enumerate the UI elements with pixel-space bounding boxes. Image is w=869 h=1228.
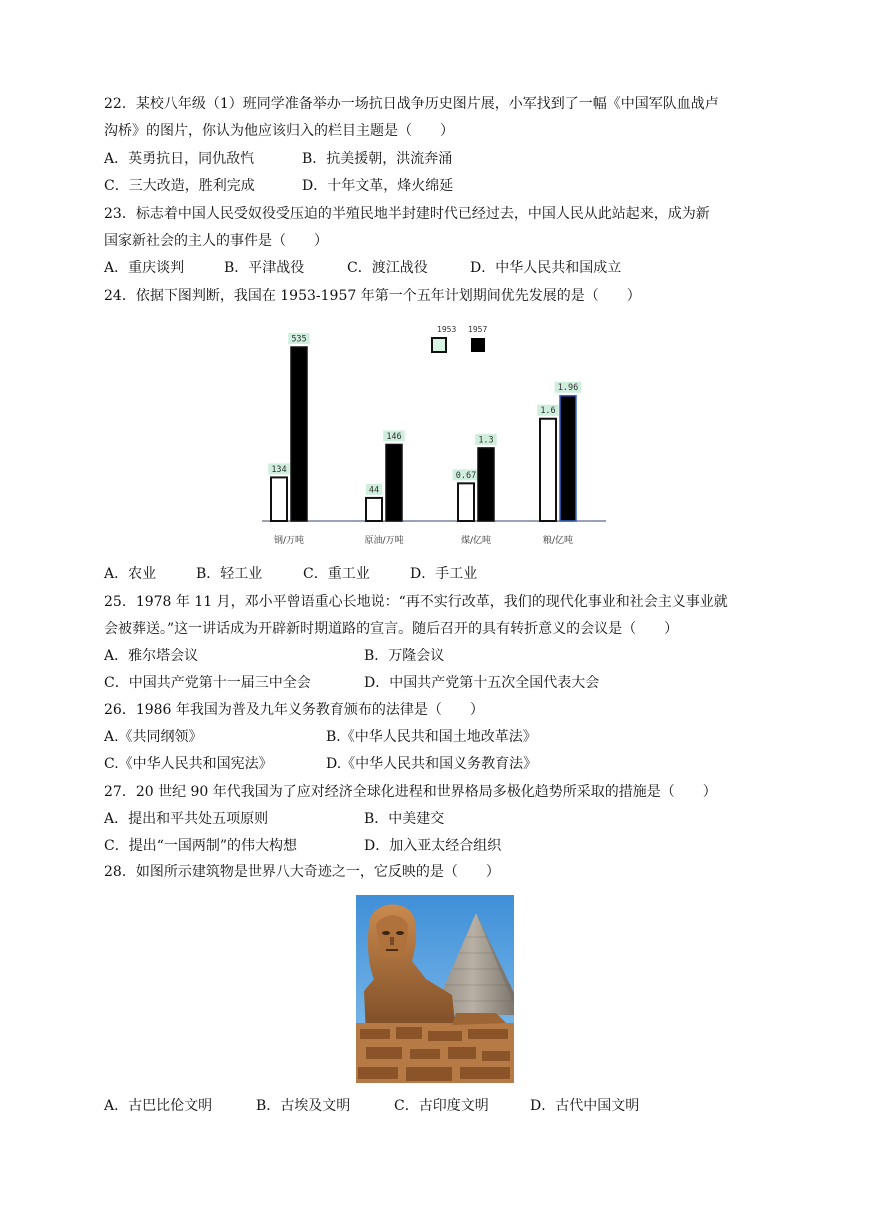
q25-stem-line2: 会被葬送。”这一讲话成为开辟新时期道路的宣言。随后召开的具有转折意义的会议是（ ）	[104, 621, 679, 637]
bar-1953-3	[540, 419, 556, 521]
q23-option-d[interactable]: D．中华人民共和国成立	[470, 260, 622, 276]
legend-label-1953: 1953	[437, 325, 457, 334]
q22-option-a[interactable]: A．英勇抗日，同仇敌忾	[104, 151, 255, 167]
q24-stem-line1: 24．依据下图判断，我国在 1953-1957 年第一个五年计划期间优先发展的是（ ）	[104, 288, 641, 304]
q26-stem-line1: 26．1986 年我国为普及九年义务教育颁布的法律是（ ）	[104, 702, 484, 718]
q24-option-d[interactable]: D．手工业	[410, 566, 478, 582]
q25-option-b[interactable]: B．万隆会议	[364, 648, 445, 664]
q26-option-c[interactable]: C.《中华人民共和国宪法》	[104, 756, 273, 772]
bar-1953-0	[271, 477, 287, 521]
q28-stem-line1: 28．如图所示建筑物是世界八大奇迹之一，它反映的是（ ）	[104, 864, 500, 880]
q24-option-b[interactable]: B．轻工业	[196, 566, 263, 582]
q27-option-c[interactable]: C．提出“一国两制”的伟大构想	[104, 838, 298, 854]
q22-stem-line2: 沟桥》的图片，你认为他应该归入的栏目主题是（ ）	[104, 123, 454, 139]
q28-option-d[interactable]: D．古代中国文明	[530, 1098, 640, 1114]
q23-stem-line1: 23．标志着中国人民受奴役受压迫的半殖民地半封建时代已经过去，中国人民从此站起来，成为新	[104, 206, 710, 222]
category-label-1: 原油/万吨	[364, 536, 404, 546]
data-label-1953-1: 44	[368, 485, 380, 496]
bar-1957-2	[478, 448, 494, 521]
q25-stem-line1: 25．1978 年 11 月，邓小平曾语重心长地说：“再不实行改革，我们的现代化事业和社会主义事业就	[104, 594, 728, 610]
category-label-0: 钢/万吨	[273, 536, 305, 546]
legend-swatch-1953	[432, 338, 446, 352]
q27-stem-line1: 27．20 世纪 90 年代我国为了应对经济全球化进程和世界格局多极化趋势所采取的措施是（ ）	[104, 784, 717, 800]
q25-option-d[interactable]: D．中国共产党第十五次全国代表大会	[364, 675, 600, 691]
q23-stem-line2: 国家新社会的主人的事件是（ ）	[104, 233, 328, 249]
data-label-1953-3: 1.6	[540, 406, 556, 417]
chart-bars	[268, 333, 581, 521]
data-label-1957-1: 146	[386, 431, 402, 442]
q23-option-b[interactable]: B．平津战役	[224, 260, 305, 276]
chart-category-labels	[274, 534, 573, 546]
chart-legend	[432, 325, 487, 352]
q24-option-c[interactable]: C．重工业	[303, 566, 370, 582]
data-label-1957-2: 1.3	[478, 435, 494, 446]
bar-1953-2	[458, 483, 474, 521]
category-label-2: 煤/亿吨	[460, 536, 492, 546]
production-bar-chart	[256, 320, 612, 552]
q26-option-a[interactable]: A.《共同纲领》	[104, 729, 203, 745]
q27-option-a[interactable]: A．提出和平共处五项原则	[104, 811, 269, 827]
data-label-1957-3: 1.96	[557, 383, 579, 394]
q22-stem-line1: 22．某校八年级（1）班同学准备举办一场抗日战争历史图片展，小军找到了一幅《中国军队血战卢	[104, 96, 719, 112]
q25-option-c[interactable]: C．中国共产党第十一届三中全会	[104, 675, 311, 691]
q24-option-a[interactable]: A．农业	[104, 566, 157, 582]
q23-option-c[interactable]: C．渡江战役	[347, 260, 428, 276]
q26-option-b[interactable]: B.《中华人民共和国土地改革法》	[326, 729, 537, 745]
q28-option-c[interactable]: C．古印度文明	[394, 1098, 489, 1114]
q28-option-b[interactable]: B．古埃及文明	[256, 1098, 351, 1114]
q22-option-c[interactable]: C．三大改造，胜利完成	[104, 178, 255, 194]
legend-swatch-1957	[471, 338, 485, 352]
data-label-1953-0: 134	[271, 464, 287, 475]
q25-option-a[interactable]: A．雅尔塔会议	[104, 648, 199, 664]
q27-option-b[interactable]: B．中美建交	[364, 811, 445, 827]
q27-option-d[interactable]: D．加入亚太经合组织	[364, 838, 502, 854]
q23-option-a[interactable]: A．重庆谈判	[104, 260, 185, 276]
category-label-3: 粮/亿吨	[542, 536, 574, 546]
bar-1957-1	[386, 444, 402, 521]
bar-1957-0	[291, 347, 307, 521]
q22-option-d[interactable]: D．十年文革，烽火绵延	[302, 178, 454, 194]
bar-1957-3	[560, 396, 576, 521]
legend-label-1957: 1957	[468, 325, 488, 334]
sphinx-pyramid-photo	[356, 895, 514, 1083]
q22-option-b[interactable]: B．抗美援朝，洪流奔涌	[302, 151, 453, 167]
data-label-1957-0: 535	[291, 334, 307, 345]
q26-option-d[interactable]: D.《中华人民共和国义务教育法》	[326, 756, 538, 772]
q28-option-a[interactable]: A．古巴比伦文明	[104, 1098, 213, 1114]
bar-1953-1	[366, 498, 382, 521]
data-label-1953-2: 0.67	[455, 470, 477, 481]
